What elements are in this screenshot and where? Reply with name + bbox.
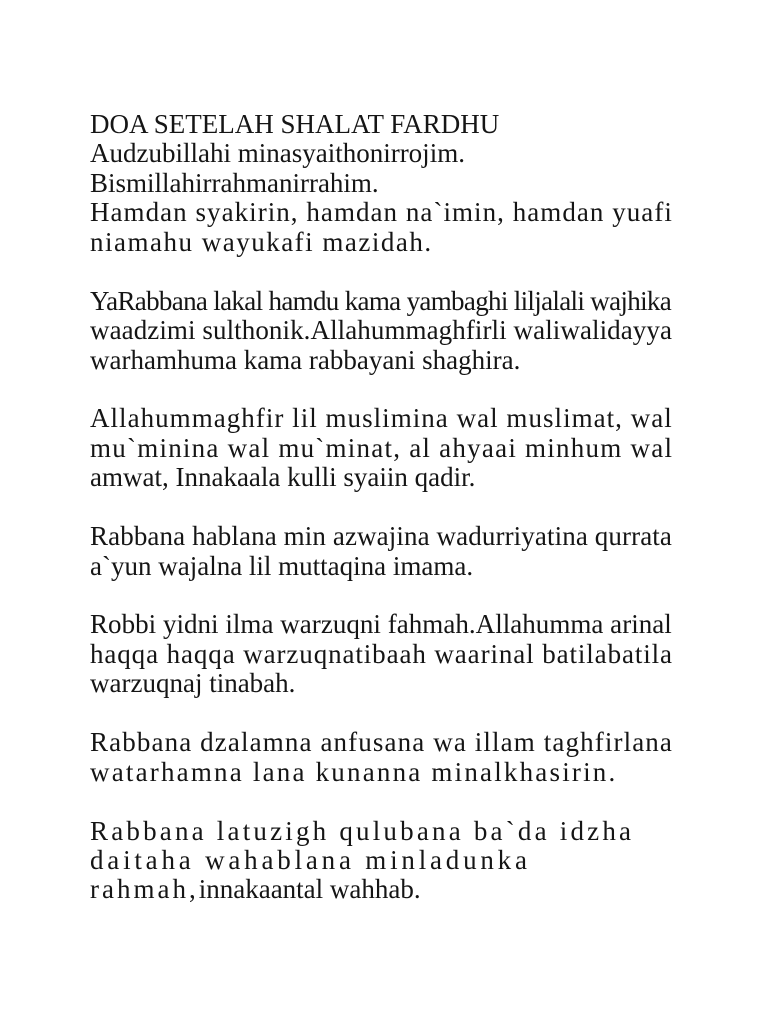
text-line (90, 139, 672, 168)
text-segment: Rabbana dzalamna anfusana wa illam taghfirlana (90, 727, 674, 758)
text-line (90, 316, 672, 345)
text-segment: amwat, Innakaala kulli syaiin qadir. (90, 462, 476, 493)
paragraph (90, 404, 672, 492)
text-line (90, 610, 672, 639)
text-line (90, 669, 672, 698)
text-line (90, 728, 672, 757)
text-line (90, 846, 672, 875)
text-segment: Rabbana latuzigh qulubana ba`da idzha (90, 815, 635, 846)
text-line (90, 817, 672, 846)
paragraph (90, 110, 672, 257)
text-segment: waadzimi sulthonik.Allahummaghfirli waliwalidayya (90, 315, 673, 346)
paragraph (90, 610, 672, 698)
text-segment: Allahummaghfir lil muslimina wal muslimat, wal (90, 403, 673, 434)
text-segment: rahmah, (90, 874, 199, 905)
text-segment: Hamdan syakirin, hamdan na`imin, hamdan yuafi (90, 197, 673, 228)
text-line (90, 169, 672, 198)
text-line (90, 522, 672, 551)
text-segment: Audzubillahi minasyaithonirrojim. (90, 138, 465, 169)
text-segment: innakaantal wahhab. (198, 874, 421, 905)
text-segment: warzuqnaj tinabah. (90, 668, 296, 699)
text-segment: mu`minina wal mu`minat, al ahyaai minhum wal (90, 432, 674, 463)
text-segment: a`yun wajalna lil muttaqina imama. (90, 550, 474, 581)
text-line (90, 404, 672, 433)
text-line (90, 346, 672, 375)
text-line (90, 434, 672, 463)
text-segment: daitaha wahablana minladunka (90, 844, 531, 875)
text-segment: Rabbana hablana min azwajina wadurriyatina qurrata (90, 521, 672, 552)
text-line (90, 758, 672, 787)
text-segment: watarhamna lana kunanna minalkhasirin. (90, 756, 618, 787)
text-line (90, 640, 672, 669)
paragraph (90, 817, 672, 905)
text-segment: YaRabbana lakal hamdu kama yambaghi liljalali wajhika (90, 285, 672, 316)
document-content (90, 110, 672, 905)
paragraph (90, 287, 672, 375)
text-line (90, 463, 672, 492)
text-segment: warhamhuma kama rabbayani shaghira. (90, 344, 521, 375)
text-line (90, 228, 672, 257)
text-line (90, 198, 672, 227)
text-line (90, 287, 672, 316)
text-segment: Bismillahirrahmanirrahim. (90, 167, 379, 198)
text-segment: Robbi yidni ilma warzuqni fahmah.Allahumma arinal (90, 609, 672, 640)
text-segment: haqqa haqqa warzuqnatibaah waarinal batilabatila (90, 638, 673, 669)
text-line (90, 875, 672, 904)
text-line (90, 552, 672, 581)
paragraph (90, 728, 672, 787)
paragraph (90, 522, 672, 581)
document-title (90, 110, 672, 139)
text-segment: niamahu wayukafi mazidah. (90, 226, 433, 257)
text-segment: DOA SETELAH SHALAT FARDHU (90, 109, 500, 139)
